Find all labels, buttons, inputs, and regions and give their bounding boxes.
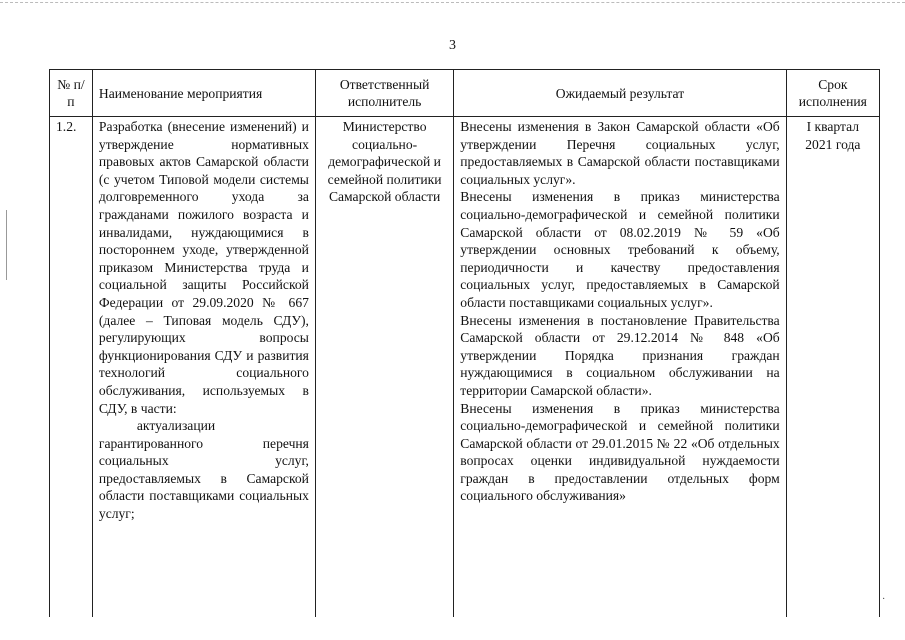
table-row <box>50 117 880 617</box>
row-name-main: Разработка (внесение изменений) и утверждение нормативных правовых актов Самарской области (с учетом Типовой модели системы долговременного ухода за гражданами пожилого возраста и инвалидами, нуждающимися в постороннем уходе, утвержденной приказом Министерства труда и социальной защиты Российской Федерации от 29.09.2020 № 667 (далее – Типовая модель СДУ), регулирующих вопросы функционирования СДУ и развития технологий социального обслуживания, используемых в СДУ, в части: <box>98 119 309 416</box>
result-item: Внесены изменения в Закон Самарской области «Об утверждении Перечня социальных услуг, предоставляемых в Самарской области поставщиками социальных услуг». <box>460 119 780 187</box>
row-num: 1.2. <box>50 117 93 617</box>
table-header-row <box>50 70 880 117</box>
header-term: Срок исполнения <box>786 70 879 117</box>
measures-table <box>49 69 880 617</box>
row-name-sub: актуализации гарантированного перечня социальных услуг, предоставляемых в Самарской области поставщиками социальных услуг; <box>98 418 309 522</box>
scan-margin-mark <box>6 210 7 280</box>
result-item: Внесены изменения в приказ министерства социально-демографической и семейной политики Самарской области от 29.01.2015 № 22 «Об отдельных вопросах оценки индивидуальной нуждаемости граждан в предоставлении отдельных форм социального обслуживания» <box>460 400 780 504</box>
row-responsible: Министерство социально-демографической и семейной политики Самарской области <box>315 117 453 617</box>
result-item: Внесены изменения в приказ министерства социально-демографической и семейной политики Самарской области от 08.02.2019 № 59 «Об утверждении основных требований к объему, периодичности и качеству предоставления социальных услуг, предоставляемых в Самарской области поставщиками социальных услуг». <box>460 189 780 310</box>
scan-top-edge <box>0 2 905 3</box>
row-results <box>454 117 786 617</box>
page-number: 3 <box>449 38 456 53</box>
header-responsible: Ответственный исполнитель <box>315 70 453 117</box>
scan-speck: · <box>882 594 886 605</box>
result-item: Внесены изменения в постановление Правительства Самарской области от 29.12.2014 № 848 «Об утверждении Порядка признания граждан нуждающимися в социальном обслуживании на территории Самарской области». <box>460 312 780 398</box>
row-name <box>92 117 315 617</box>
header-name: Наименование мероприятия <box>92 70 315 117</box>
header-num: № п/п <box>50 70 93 117</box>
row-term: I квартал 2021 года <box>786 117 879 617</box>
header-result: Ожидаемый результат <box>454 70 786 117</box>
